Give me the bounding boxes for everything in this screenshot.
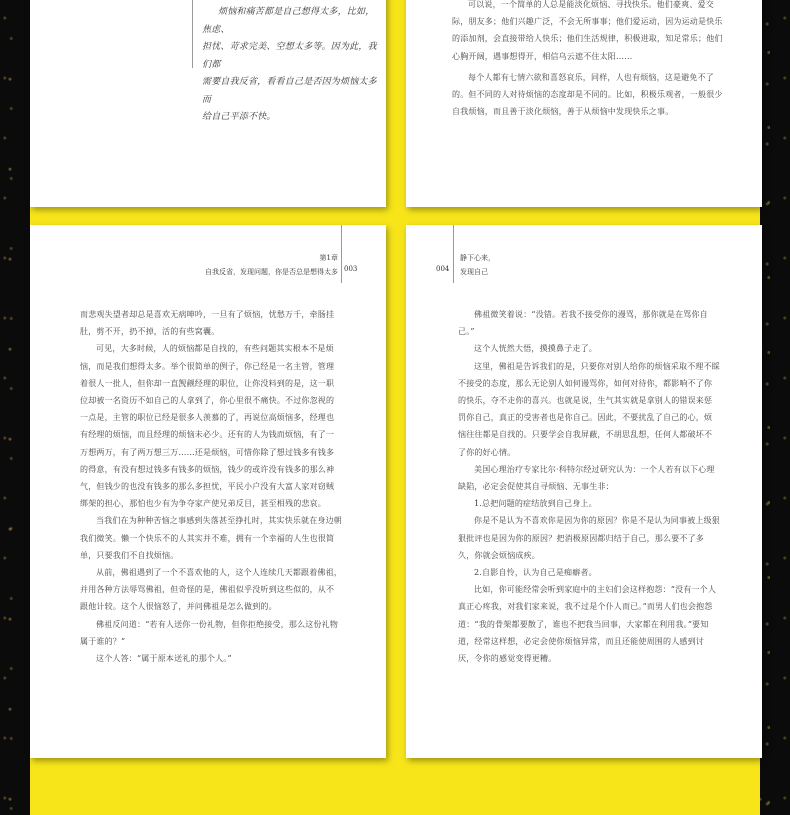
body-text (452, 0, 724, 120)
paragraph: 可见，大多时候，人的烦恼都是自找的，有些问题其实根本不是烦恼，而是我们想得太多。举个很简单的例子，你已经是一名主管，管理着很人一批人，但你却一直觊觎经理的职位，让你没料到的是，这一职位却被一名资历不如自己的人拿到了，你心里很不痛快。不过你忽视的一点是，主管的职位已经是很多人羡慕的了，再说位高烦恼多，经理也有经理的烦恼，而且经理的烦恼未必少。还有的人为钱而烦恼，有了一万想两万，有了两万想三万……还是烦恼，可惜你除了想过钱多有钱多的得意，有没有想过钱多有钱多的烦恼，钱少的或许没有钱多的那么神气，但钱少的也没有钱多的那么多担忧，平民小户没有大富人家对窃贼绑架的担心，那怕也少有为争夺家产使兄弟反目，甚至相残的悲哀。 (80, 344, 335, 509)
paragraph: 当我们在为种种苦恼之事感到失落甚至挣扎时，其实快乐就在身边朝我们微笑。懒一个快乐不的人其实并不难，拥有一个幸福的人生也很简单，只要我们不自找烦恼。 (80, 516, 342, 560)
page-number: 004 (436, 265, 450, 273)
paragraph: 每个人都有七情六欲和喜怒哀乐，同样，人也有烦恼，这是避免不了的。但不同的人对待烦恼的态度却是不同的。比如，积极乐观者，一般很少自我烦恼，而且善于淡化烦恼，善于从烦恼中发现快乐之事。 (452, 72, 723, 117)
page-top-left (30, 0, 386, 207)
paragraph: 1.总把问题的症结放到自己身上。 (474, 499, 597, 509)
body-text (458, 306, 720, 667)
handwritten-text (202, 4, 382, 127)
text-line: 担忧、苛求完美、空想太多等。因为此，我们都 (202, 42, 377, 70)
page-number: 003 (344, 265, 358, 273)
book-subtitle: 发现自己 (460, 268, 488, 276)
header-rule (341, 225, 342, 283)
header-rule (453, 225, 454, 283)
margin-rule (192, 0, 193, 68)
paragraph: 2.自影自怜，认为自己是痴癖者。 (474, 568, 597, 578)
paragraph: 可以说，一个简单的人总是能淡化烦恼、寻找快乐。他们豪爽、爱交际，朋友多；他们兴趣广泛，不会无所事事；他们爱运动，因为运动是快乐的添加剂，会直接带给人快乐；他们生活规律，积极进取，知足常乐；他们心胸开阔，遇事想得开，相信乌云遮不住太阳…… (452, 0, 723, 61)
paragraph: 从前，佛祖遇到了一个不喜欢他的人，这个人连续几天都跟着佛祖，并用各种方法辱骂佛祖，但奇怪的是，佛祖似乎没听到这些似的，从不跟他计较。这个人很恼怒了，并问佛祖是怎么做到的。 (80, 568, 342, 612)
paragraph: 佛祖反问道：“若有人送你一份礼物，但你拒绝接受，那么这份礼物属于谁的？” (80, 619, 339, 646)
paragraph: 而悲观失望者却总是喜欢无病呻吟，一旦有了烦恼，忧愁万千，牵肠挂肚，剪不开，扔不掉，活的有些窝囊。 (80, 310, 335, 337)
paragraph: 佛祖微笑着说：“没错。若我不接受你的漫骂，那你就是在骂你自己。” (458, 310, 708, 337)
paragraph: 这个人恍然大悟，摸摸鼻子走了。 (474, 344, 597, 354)
running-header (205, 251, 338, 279)
running-header (460, 251, 495, 279)
text-line: 需要自我反省，看看自己是否因为烦恼太多而 (202, 77, 377, 105)
paragraph: 比如，你可能经常会听到家庭中的主妇们会这样抱怨：“没有一个人真正心疼我，对我们家来说，我不过是个仆人而已。”而男人们也会抱怨道：“我的骨架都要散了，谁也不把我当回事，大家都在利用我。”要知道，经常这样想，必定会使你烦恼异常，而且还能使周围的人感到讨厌，令你的感觉变得更糟。 (458, 585, 717, 664)
chapter-label: 第1章 (319, 254, 338, 262)
page-bottom-left (30, 225, 386, 758)
paragraph: 这里，佛祖是告诉我们的是，只要你对别人给你的烦恼采取不理不睬不接受的态度，那么无论别人如何谩骂你，如何对待你，都影响不了你的快乐，夺不走你的喜兴。也就是说，生气其实就是拿别人的错误来惩罚你自己，真正的受害者也是你自己。因此，不要扰乱了自己的心，烦恼往往都是自找的。只要学会自我屏蔽，不胡思乱想，任何人都破坏不了你的好心情。 (458, 361, 720, 457)
paragraph: 这个人答：“属于原本送礼的那个人。” (96, 654, 232, 664)
text-line: 给自己平添不快。 (202, 112, 276, 122)
body-text (80, 306, 342, 667)
book-title: 静下心来， (460, 254, 495, 262)
paragraph: 美国心理治疗专家比尔·科特尔经过研究认为：一个人若有以下心理缺陷，必定会促使其自寻烦恼、无事生非： (458, 464, 715, 492)
chapter-subtitle: 自我反省，发现问题，你是否总是想得太多 (205, 268, 338, 276)
page-top-right (406, 0, 762, 207)
page-bottom-right (406, 225, 762, 758)
paragraph: 你是不是认为不喜欢你是因为你的原因？你是不是认为同事被上级狠狠批评也是因为你的原因？把消极原因都归结于自己，那么要不了多久，你就会烦恼成疾。 (458, 516, 720, 560)
text-line: 烦恼和痛苦都是自己想得太多，比如，焦虑、 (202, 7, 375, 35)
